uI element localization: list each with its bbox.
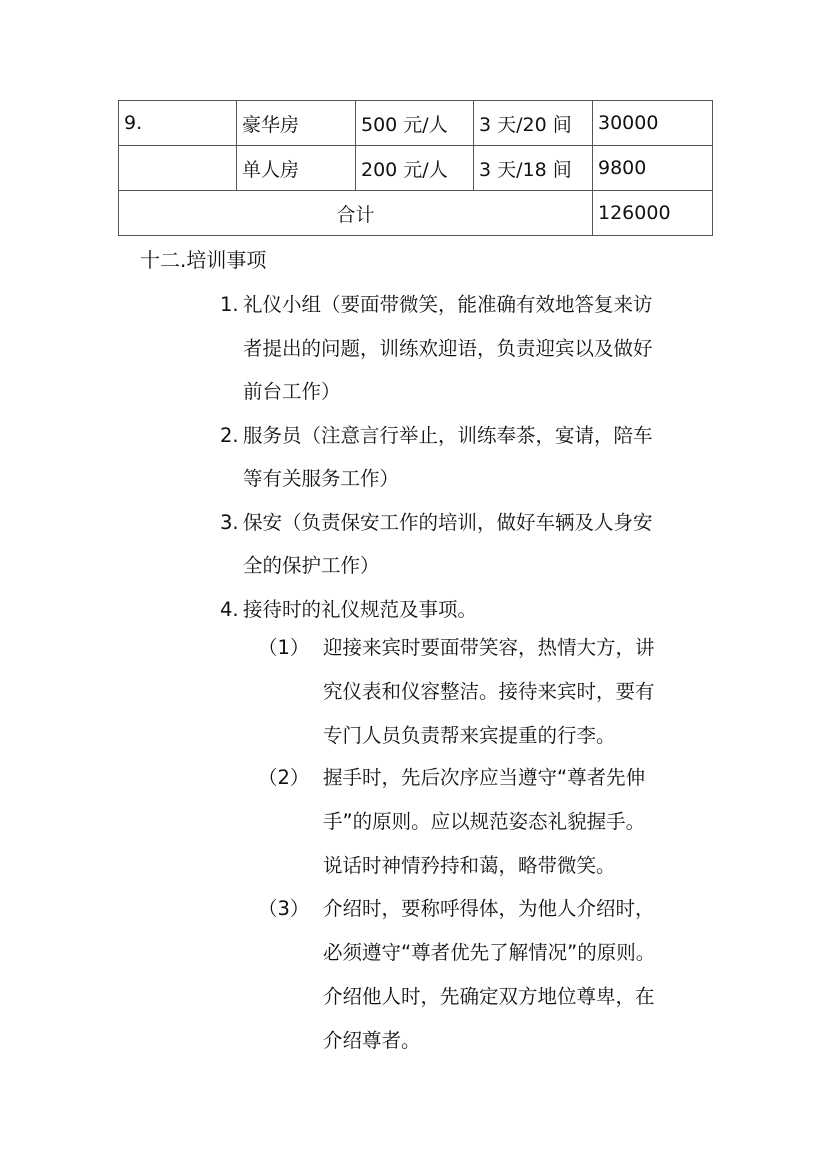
item-number: 2. <box>220 423 239 447</box>
list-item <box>220 283 720 414</box>
quantity-cell: 3 天/18 间 <box>474 146 593 191</box>
list-item <box>220 501 720 588</box>
item-number: 3. <box>220 510 239 534</box>
amount-cell: 30000 <box>593 101 713 146</box>
item-text-line: 接待时的礼仪规范及事项。 <box>243 597 478 621</box>
item-number: 4. <box>220 597 239 621</box>
sub-item-text-line: 迎接来宾时要面带笑容，热情大方，讲 <box>323 636 655 659</box>
sub-item-number: （1） <box>258 636 310 659</box>
amount-cell: 9800 <box>593 146 713 191</box>
list-item <box>220 588 720 632</box>
quantity-cell: 3 天/20 间 <box>474 101 593 146</box>
item-text-line: 服务员（注意言行举止，训练奉茶，宴请，陪车 <box>243 423 653 447</box>
training-list <box>220 283 720 631</box>
table-row <box>119 101 713 146</box>
sub-item-number: （2） <box>258 766 310 789</box>
sub-item-number: （3） <box>258 897 310 920</box>
room-type-cell: 豪华房 <box>237 101 356 146</box>
sub-item <box>258 626 718 758</box>
total-value: 126000 <box>593 191 713 236</box>
total-row <box>119 191 713 236</box>
sub-item-text-line: 必须遵守“尊者优先了解情况”的原则。 <box>323 941 656 964</box>
room-type-cell: 单人房 <box>237 146 356 191</box>
sub-item-text-line: 手”的原则。应以规范姿态礼貌握手。 <box>323 810 646 833</box>
sub-item <box>258 756 718 888</box>
sub-item-text-line: 专门人员负责帮来宾提重的行李。 <box>323 724 616 747</box>
item-text-line: 保安（负责保安工作的培训，做好车辆及人身安 <box>243 510 653 534</box>
section-title: 十二.培训事项 <box>140 248 267 272</box>
item-text-line: 礼仪小组（要面带微笑，能准确有效地答复来访 <box>243 293 653 316</box>
sub-item-text-line: 介绍他人时，先确定双方地位尊卑，在 <box>323 985 655 1008</box>
item-number: 1. <box>220 293 239 316</box>
item-text-line: 全的保护工作） <box>243 554 380 577</box>
item-text-line: 者提出的问题，训练欢迎语，负责迎宾以及做好 <box>243 336 653 360</box>
sub-item <box>258 887 718 1063</box>
sub-item-text-line: 握手时，先后次序应当遵守“尊者先伸 <box>323 766 646 789</box>
cost-table <box>118 100 713 236</box>
sub-item-text-line: 介绍时，要称呼得体，为他人介绍时， <box>323 897 655 920</box>
sub-item-text-line: 介绍尊者。 <box>323 1029 421 1052</box>
sub-item-text-line: 说话时神情矜持和蔼，略带微笑。 <box>323 854 616 877</box>
row-number-cell <box>119 146 237 191</box>
item-text-line: 前台工作） <box>243 380 341 403</box>
price-cell: 500 元/人 <box>356 101 474 146</box>
item-text-line: 等有关服务工作） <box>243 467 400 490</box>
total-label: 合计 <box>119 191 593 236</box>
row-number-cell: 9. <box>119 101 237 146</box>
list-item <box>220 414 720 501</box>
price-cell: 200 元/人 <box>356 146 474 191</box>
table-row <box>119 146 713 191</box>
sub-item-text-line: 究仪表和仪容整洁。接待来宾时，要有 <box>323 680 655 703</box>
